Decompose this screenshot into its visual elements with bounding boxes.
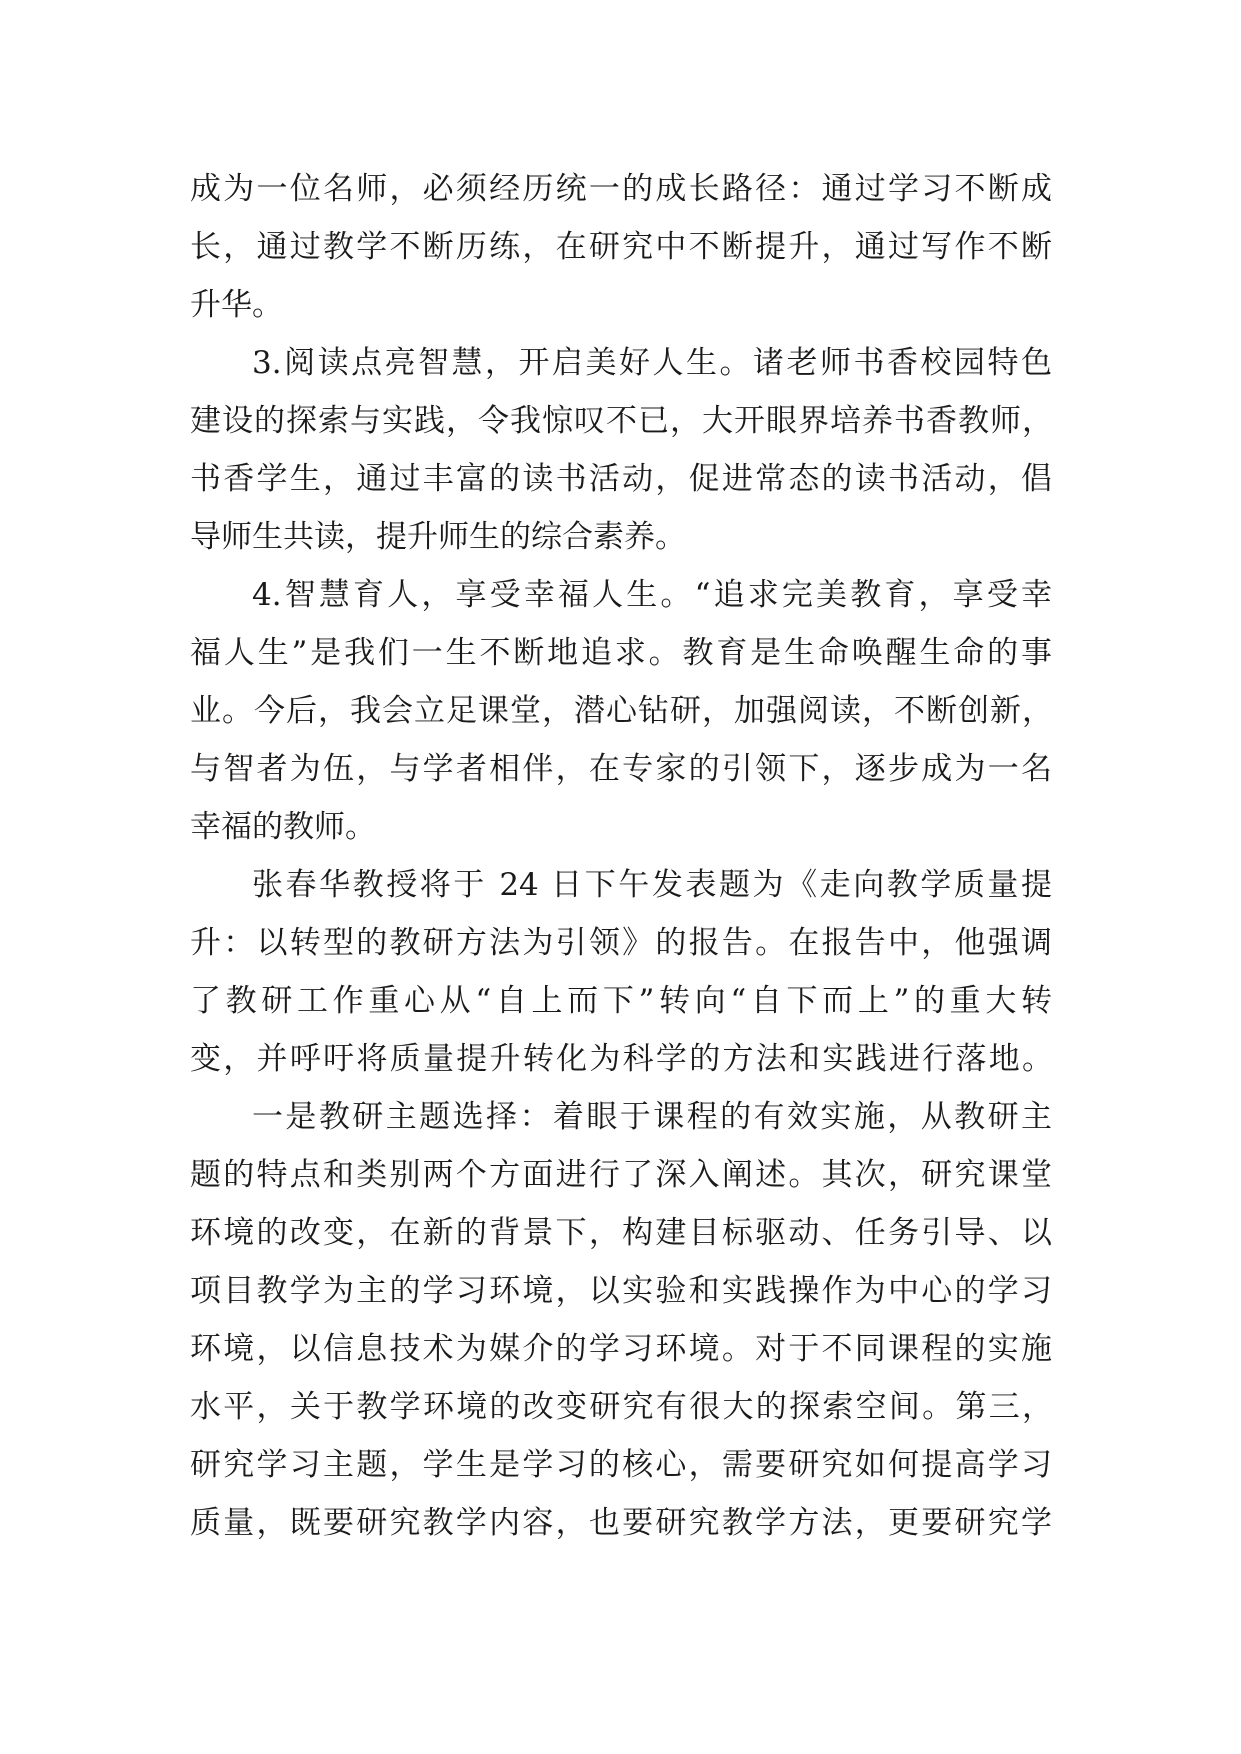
text-line: 水平，关于教学环境的改变研究有很大的探索空间。第三， xyxy=(190,1389,1052,1425)
text-line: 了教研工作重心从“自上而下”转向“自下而上”的重大转 xyxy=(190,983,1052,1019)
text-line: 题的特点和类别两个方面进行了深入阐述。其次，研究课堂 xyxy=(190,1157,1052,1193)
text-line: 3.阅读点亮智慧，开启美好人生。诸老师书香校园特色 xyxy=(252,345,1052,381)
text-line: 张春华教授将于 24 日下午发表题为《走向教学质量提 xyxy=(252,867,1052,903)
text-line: 4.智慧育人，享受幸福人生。“追求完美教育，享受幸 xyxy=(252,577,1052,613)
text-line: 环境，以信息技术为媒介的学习环境。对于不同课程的实施 xyxy=(190,1331,1052,1367)
text-line: 质量，既要研究教学内容，也要研究教学方法，更要研究学 xyxy=(190,1505,1052,1541)
text-line: 书香学生，通过丰富的读书活动，促进常态的读书活动，倡 xyxy=(190,461,1052,497)
text-line: 幸福的教师。 xyxy=(190,809,376,845)
text-line: 福人生”是我们一生不断地追求。教育是生命唤醒生命的事 xyxy=(190,635,1052,671)
text-line: 建设的探索与实践，令我惊叹不已，大开眼界培养书香教师， xyxy=(190,403,1052,439)
text-line: 研究学习主题，学生是学习的核心，需要研究如何提高学习 xyxy=(190,1447,1052,1483)
text-line: 长，通过教学不断历练，在研究中不断提升，通过写作不断 xyxy=(190,229,1052,265)
text-line: 导师生共读，提升师生的综合素养。 xyxy=(190,519,686,555)
text-line: 成为一位名师，必须经历统一的成长路径：通过学习不断成 xyxy=(190,171,1052,207)
text-line: 一是教研主题选择：着眼于课程的有效实施，从教研主 xyxy=(252,1099,1052,1135)
text-line: 变，并呼吁将质量提升转化为科学的方法和实践进行落地。 xyxy=(190,1041,1052,1077)
document-body xyxy=(190,160,1052,1552)
text-line: 业。今后，我会立足课堂，潜心钻研，加强阅读，不断创新， xyxy=(190,693,1052,729)
text-line: 升华。 xyxy=(190,287,283,323)
text-line: 升：以转型的教研方法为引领》的报告。在报告中，他强调 xyxy=(190,925,1052,961)
text-line: 与智者为伍，与学者相伴，在专家的引领下，逐步成为一名 xyxy=(190,751,1052,787)
text-line: 项目教学为主的学习环境，以实验和实践操作为中心的学习 xyxy=(190,1273,1052,1309)
text-line: 环境的改变，在新的背景下，构建目标驱动、任务引导、以 xyxy=(190,1215,1052,1251)
